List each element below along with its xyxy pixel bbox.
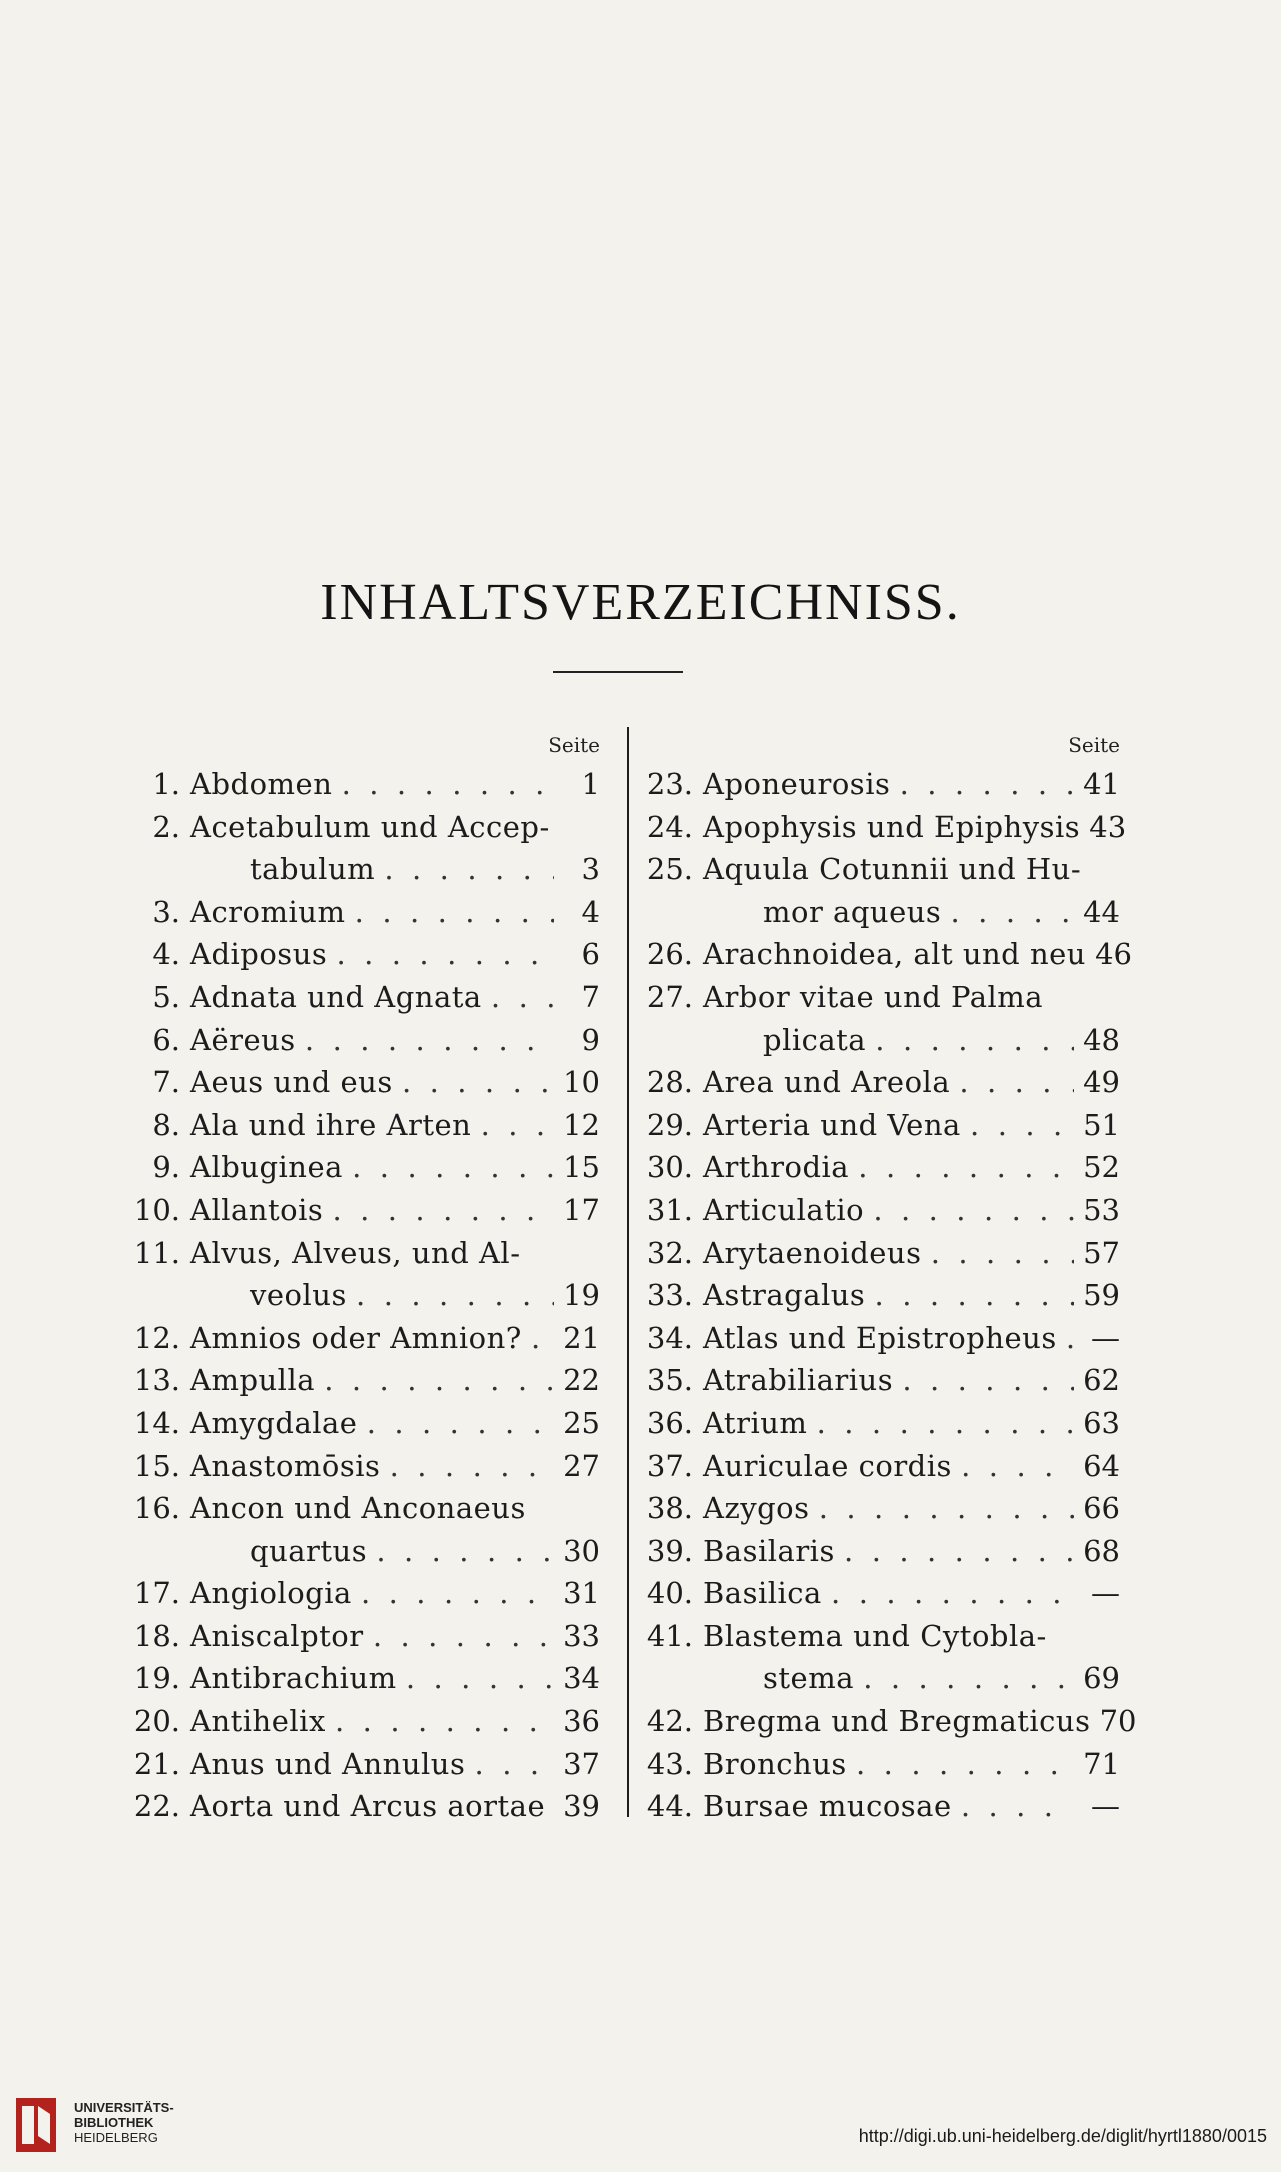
entry-number: 31. [646, 1192, 693, 1227]
entry-title: Ancon und Anconaeus [190, 1491, 526, 1526]
entry-number: 41. [646, 1618, 693, 1653]
toc-entry [633, 1104, 1120, 1147]
entry-number: 18. [133, 1618, 180, 1653]
entry-page-number: 10 [563, 1065, 600, 1100]
toc-entry [633, 806, 1127, 849]
entry-number: 33. [646, 1278, 693, 1313]
entry-page-number: 12 [563, 1107, 600, 1142]
leader-dots [315, 1359, 554, 1402]
toc-entry [633, 1743, 1120, 1786]
entry-title: Ala und ihre Arten [190, 1107, 472, 1142]
entry-page-number: 52 [1083, 1150, 1120, 1185]
entry-title: Amygdalae [190, 1405, 358, 1440]
entry-number: 21. [133, 1746, 180, 1781]
entry-page-number: 59 [1083, 1278, 1120, 1313]
entry-title: Basilaris [703, 1533, 835, 1568]
leader-dots [380, 1445, 554, 1488]
entry-page-number: 43 [1089, 809, 1127, 844]
toc-entry [633, 933, 1132, 976]
entry-number: 28. [646, 1065, 693, 1100]
toc-entry [120, 1274, 600, 1317]
entry-page-number: — [1091, 1576, 1120, 1611]
entry-number: 38. [646, 1491, 693, 1526]
entry-number: 3. [152, 894, 180, 929]
entry-number: 27. [646, 979, 693, 1014]
entry-number: 35. [646, 1363, 693, 1398]
leader-dots [343, 1146, 554, 1189]
entry-page-number: 46 [1095, 937, 1132, 972]
toc-entry [120, 1189, 600, 1232]
entry-title: Allantois [190, 1192, 324, 1227]
toc-entry [120, 1402, 600, 1445]
entry-title: Aponeurosis [703, 767, 891, 801]
entry-number: 10. [133, 1192, 180, 1227]
page-title: INHALTSVERZEICHNISS. [320, 574, 961, 631]
toc-entry [633, 1232, 1120, 1275]
toc-entry [633, 1019, 1120, 1062]
entry-title: stema [763, 1661, 854, 1696]
toc-entry [633, 1487, 1120, 1530]
entry-title: Antibrachium [190, 1661, 397, 1696]
entry-page-number: 63 [1083, 1405, 1120, 1440]
entry-title: Aëreus [190, 1022, 296, 1057]
entry-title: tabulum [250, 852, 376, 887]
entry-title: Auriculae cordis [703, 1448, 952, 1483]
toc-entry [120, 933, 600, 976]
entry-number: 29. [646, 1107, 693, 1142]
logo-line-1: UNIVERSITÄTS- [74, 2100, 174, 2115]
leader-dots [393, 1061, 554, 1104]
entry-page-number: 41 [1083, 767, 1120, 801]
toc-entry [633, 1572, 1120, 1615]
entry-page-number: 27 [563, 1448, 600, 1483]
leader-dots [545, 1785, 554, 1828]
leader-dots [893, 1359, 1074, 1402]
toc-right-column [633, 727, 1137, 1828]
toc-entry [120, 1615, 600, 1658]
entry-number: 32. [646, 1235, 693, 1270]
entry-title: Arthrodia [703, 1150, 850, 1185]
toc-entry [633, 1189, 1120, 1232]
entry-page-number: 9 [581, 1022, 600, 1057]
entry-number: 4. [152, 937, 180, 972]
entry-title: Atrabiliarius [703, 1363, 894, 1398]
entry-number: 12. [133, 1320, 180, 1355]
leader-dots [323, 1189, 554, 1232]
entry-number: 26. [646, 937, 693, 972]
entry-page-number: 36 [563, 1704, 600, 1739]
entry-number: 44. [646, 1789, 693, 1824]
toc-entry [633, 891, 1120, 934]
entry-title: Bregma und Bregmaticus [703, 1704, 1091, 1739]
toc-entry [633, 1700, 1137, 1743]
toc-entry [120, 1785, 600, 1828]
entry-title: Aeus und eus [190, 1065, 393, 1100]
entry-number: 23. [646, 767, 693, 801]
leader-dots [865, 1274, 1074, 1317]
entry-page-number: 37 [563, 1746, 600, 1781]
leader-dots [367, 1530, 554, 1573]
entry-title: Aniscalptor [190, 1618, 364, 1653]
logo-line-3: HEIDELBERG [74, 2130, 158, 2145]
toc-entry [120, 1019, 600, 1062]
entry-number: 14. [133, 1405, 180, 1440]
leader-dots [810, 1487, 1074, 1530]
entry-number: 36. [646, 1405, 693, 1440]
entry-page-number: — [1091, 1320, 1120, 1355]
leader-dots [890, 763, 1074, 806]
leader-dots [952, 1445, 1074, 1488]
entry-title: Aquula Cotunnii und Hu- [703, 852, 1082, 887]
entry-number: 2. [152, 809, 180, 844]
entry-title: Basilica [703, 1576, 822, 1611]
toc-entry [120, 976, 600, 1019]
entry-title: Blastema und Cytobla- [703, 1618, 1047, 1653]
entry-page-number: 25 [563, 1405, 600, 1440]
toc-left-column [120, 727, 600, 1828]
toc-entry [120, 1359, 600, 1402]
entry-number: 11. [133, 1235, 180, 1270]
entry-number: 20. [133, 1704, 180, 1739]
entry-page-number: 68 [1083, 1533, 1120, 1568]
toc-entry [120, 1487, 600, 1530]
entry-number: 15. [133, 1448, 180, 1483]
entry-title: quartus [250, 1533, 368, 1568]
toc-entry [633, 1146, 1120, 1189]
entry-number: 24. [646, 809, 693, 844]
leader-dots [952, 1785, 1074, 1828]
entry-page-number: 1 [581, 767, 600, 801]
entry-title: Alvus, Alveus, und Al- [190, 1235, 521, 1270]
toc-entry [633, 976, 1120, 1019]
title-rule [553, 671, 683, 673]
entry-page-number: — [1091, 1789, 1120, 1824]
entry-title: Anus und Annulus [190, 1746, 466, 1781]
entry-title: Antihelix [190, 1704, 326, 1739]
leader-dots [522, 1317, 554, 1360]
library-logo [14, 2092, 214, 2158]
entry-title: Bursae mucosae [703, 1789, 952, 1824]
entry-title: Area und Areola [703, 1065, 951, 1100]
toc-entry [633, 1061, 1120, 1104]
toc-entry [120, 891, 600, 934]
entry-title: plicata [763, 1022, 867, 1057]
entry-page-number: 66 [1083, 1491, 1120, 1526]
entry-title: Astragalus [703, 1278, 866, 1313]
entry-number: 40. [646, 1576, 693, 1611]
entry-page-number: 57 [1083, 1235, 1120, 1270]
seite-header-right: Seite [1068, 733, 1120, 757]
entry-title: mor aqueus [763, 894, 942, 929]
entry-number: 30. [646, 1150, 693, 1185]
entry-title: Amnios oder Amnion? [190, 1320, 522, 1355]
entry-title: Ampulla [190, 1363, 316, 1398]
leader-dots [465, 1743, 554, 1786]
leader-dots [961, 1104, 1074, 1147]
entry-title: Aorta und Arcus aortae [190, 1789, 546, 1824]
leader-dots [835, 1530, 1074, 1573]
entry-title: Arteria und Vena [703, 1107, 961, 1142]
leader-dots [849, 1146, 1074, 1189]
entry-number: 8. [152, 1107, 180, 1142]
leader-dots [864, 1189, 1074, 1232]
toc-entry [120, 1317, 600, 1360]
toc-entry [120, 848, 600, 891]
entry-page-number: 48 [1083, 1022, 1120, 1057]
toc-entry [633, 1402, 1120, 1445]
entry-number: 39. [646, 1533, 693, 1568]
entry-page-number: 7 [581, 979, 600, 1014]
leader-dots [332, 763, 554, 806]
entry-page-number: 34 [563, 1661, 600, 1696]
toc-entry [120, 806, 600, 849]
leader-dots [296, 1019, 554, 1062]
toc-entry [633, 1785, 1120, 1828]
toc-entry [120, 1061, 600, 1104]
entry-page-number: 53 [1083, 1192, 1120, 1227]
entry-title: Albuginea [190, 1150, 343, 1185]
leader-dots [941, 891, 1074, 934]
entry-number: 16. [133, 1491, 180, 1526]
entry-number: 42. [646, 1704, 693, 1739]
toc-entry [633, 848, 1120, 891]
toc-entry [120, 1700, 600, 1743]
toc-entry [120, 1572, 600, 1615]
entry-number: 25. [646, 852, 693, 887]
entry-page-number: 71 [1083, 1746, 1120, 1781]
entry-page-number: 49 [1083, 1065, 1120, 1100]
entry-title: Acromium [190, 894, 346, 929]
toc-entry [633, 1359, 1120, 1402]
entry-title: Azygos [703, 1491, 810, 1526]
toc-left-list [120, 763, 600, 1828]
entry-title: Arbor vitae und Palma [703, 979, 1044, 1014]
entry-title: Abdomen [190, 767, 333, 801]
toc-entry [633, 1445, 1120, 1488]
entry-page-number: 30 [563, 1533, 600, 1568]
entry-title: Angiologia [190, 1576, 352, 1611]
toc-entry [120, 1232, 600, 1275]
toc-entry [120, 1657, 600, 1700]
leader-dots [471, 1104, 554, 1147]
entry-page-number: 3 [581, 852, 600, 887]
leader-dots [364, 1615, 554, 1658]
entry-title: Acetabulum und Accep- [190, 809, 550, 844]
leader-dots [326, 1700, 554, 1743]
leader-dots [847, 1743, 1074, 1786]
leader-dots [807, 1402, 1074, 1445]
entry-number: 43. [646, 1746, 693, 1781]
leader-dots [854, 1657, 1074, 1700]
leader-dots [922, 1232, 1075, 1275]
toc-entry [120, 763, 600, 806]
entry-number: 6. [152, 1022, 180, 1057]
entry-number: 1. [152, 767, 180, 801]
logo-line-2: BIBLIOTHEK [74, 2115, 154, 2130]
entry-page-number: 70 [1099, 1704, 1137, 1739]
table-of-contents [120, 727, 1137, 1827]
leader-dots [950, 1061, 1074, 1104]
entry-title: Adnata und Agnata [190, 979, 482, 1014]
entry-page-number: 19 [563, 1278, 600, 1313]
toc-right-list [633, 763, 1137, 1828]
leader-dots [1057, 1317, 1074, 1360]
entry-number: 34. [646, 1320, 693, 1355]
leader-dots [482, 976, 554, 1019]
entry-title: Bronchus [703, 1746, 847, 1781]
entry-page-number: 17 [563, 1192, 600, 1227]
toc-entry [120, 1445, 600, 1488]
entry-page-number: 33 [563, 1618, 600, 1653]
entry-title: Articulatio [703, 1192, 865, 1227]
entry-page-number: 6 [581, 937, 600, 972]
seite-header-left: Seite [548, 733, 600, 757]
leader-dots [357, 1402, 554, 1445]
entry-number: 9. [152, 1150, 180, 1185]
leader-dots [345, 891, 554, 934]
leader-dots [375, 848, 554, 891]
leader-dots [347, 1274, 554, 1317]
entry-title: Atrium [703, 1405, 808, 1440]
toc-entry [633, 1615, 1120, 1658]
entry-number: 22. [133, 1789, 180, 1824]
entry-title: Anastomōsis [190, 1448, 381, 1483]
source-url-link[interactable]: http://digi.ub.uni-heidelberg.de/diglit/hyrtl1880/0015 [858, 2126, 1267, 2146]
toc-entry [633, 1274, 1120, 1317]
entry-number: 17. [133, 1576, 180, 1611]
toc-entry [633, 763, 1120, 806]
entry-page-number: 21 [563, 1320, 600, 1355]
toc-entry [120, 1146, 600, 1189]
entry-page-number: 69 [1083, 1661, 1120, 1696]
toc-entry [633, 1317, 1120, 1360]
entry-number: 7. [152, 1065, 180, 1100]
entry-number: 5. [152, 979, 180, 1014]
entry-title: Arytaenoideus [703, 1235, 922, 1270]
leader-dots [352, 1572, 554, 1615]
library-logo-icon [14, 2092, 62, 2156]
entry-page-number: 44 [1083, 894, 1120, 929]
library-logo-text [74, 2100, 174, 2145]
leader-dots [397, 1657, 554, 1700]
entry-title: Arachnoidea, alt und neu [703, 937, 1086, 972]
leader-dots [822, 1572, 1074, 1615]
toc-entry [120, 1530, 600, 1573]
entry-page-number: 4 [581, 894, 600, 929]
entry-number: 37. [646, 1448, 693, 1483]
entry-title: Adiposus [190, 937, 328, 972]
entry-number: 13. [133, 1363, 180, 1398]
toc-entry [120, 1743, 600, 1786]
leader-dots [327, 933, 554, 976]
leader-dots [866, 1019, 1074, 1062]
entry-title: veolus [250, 1278, 347, 1313]
toc-entry [633, 1530, 1120, 1573]
entry-title: Atlas und Epistropheus [703, 1320, 1057, 1355]
entry-page-number: 22 [563, 1363, 600, 1398]
entry-number: 19. [133, 1661, 180, 1696]
toc-entry [120, 1104, 600, 1147]
entry-page-number: 15 [563, 1150, 600, 1185]
entry-page-number: 31 [563, 1576, 600, 1611]
entry-page-number: 39 [563, 1789, 600, 1824]
toc-entry [633, 1657, 1120, 1700]
entry-page-number: 51 [1083, 1107, 1120, 1142]
entry-title: Apophysis und Epiphysis [703, 809, 1081, 844]
entry-page-number: 62 [1083, 1363, 1120, 1398]
entry-page-number: 64 [1083, 1448, 1120, 1483]
